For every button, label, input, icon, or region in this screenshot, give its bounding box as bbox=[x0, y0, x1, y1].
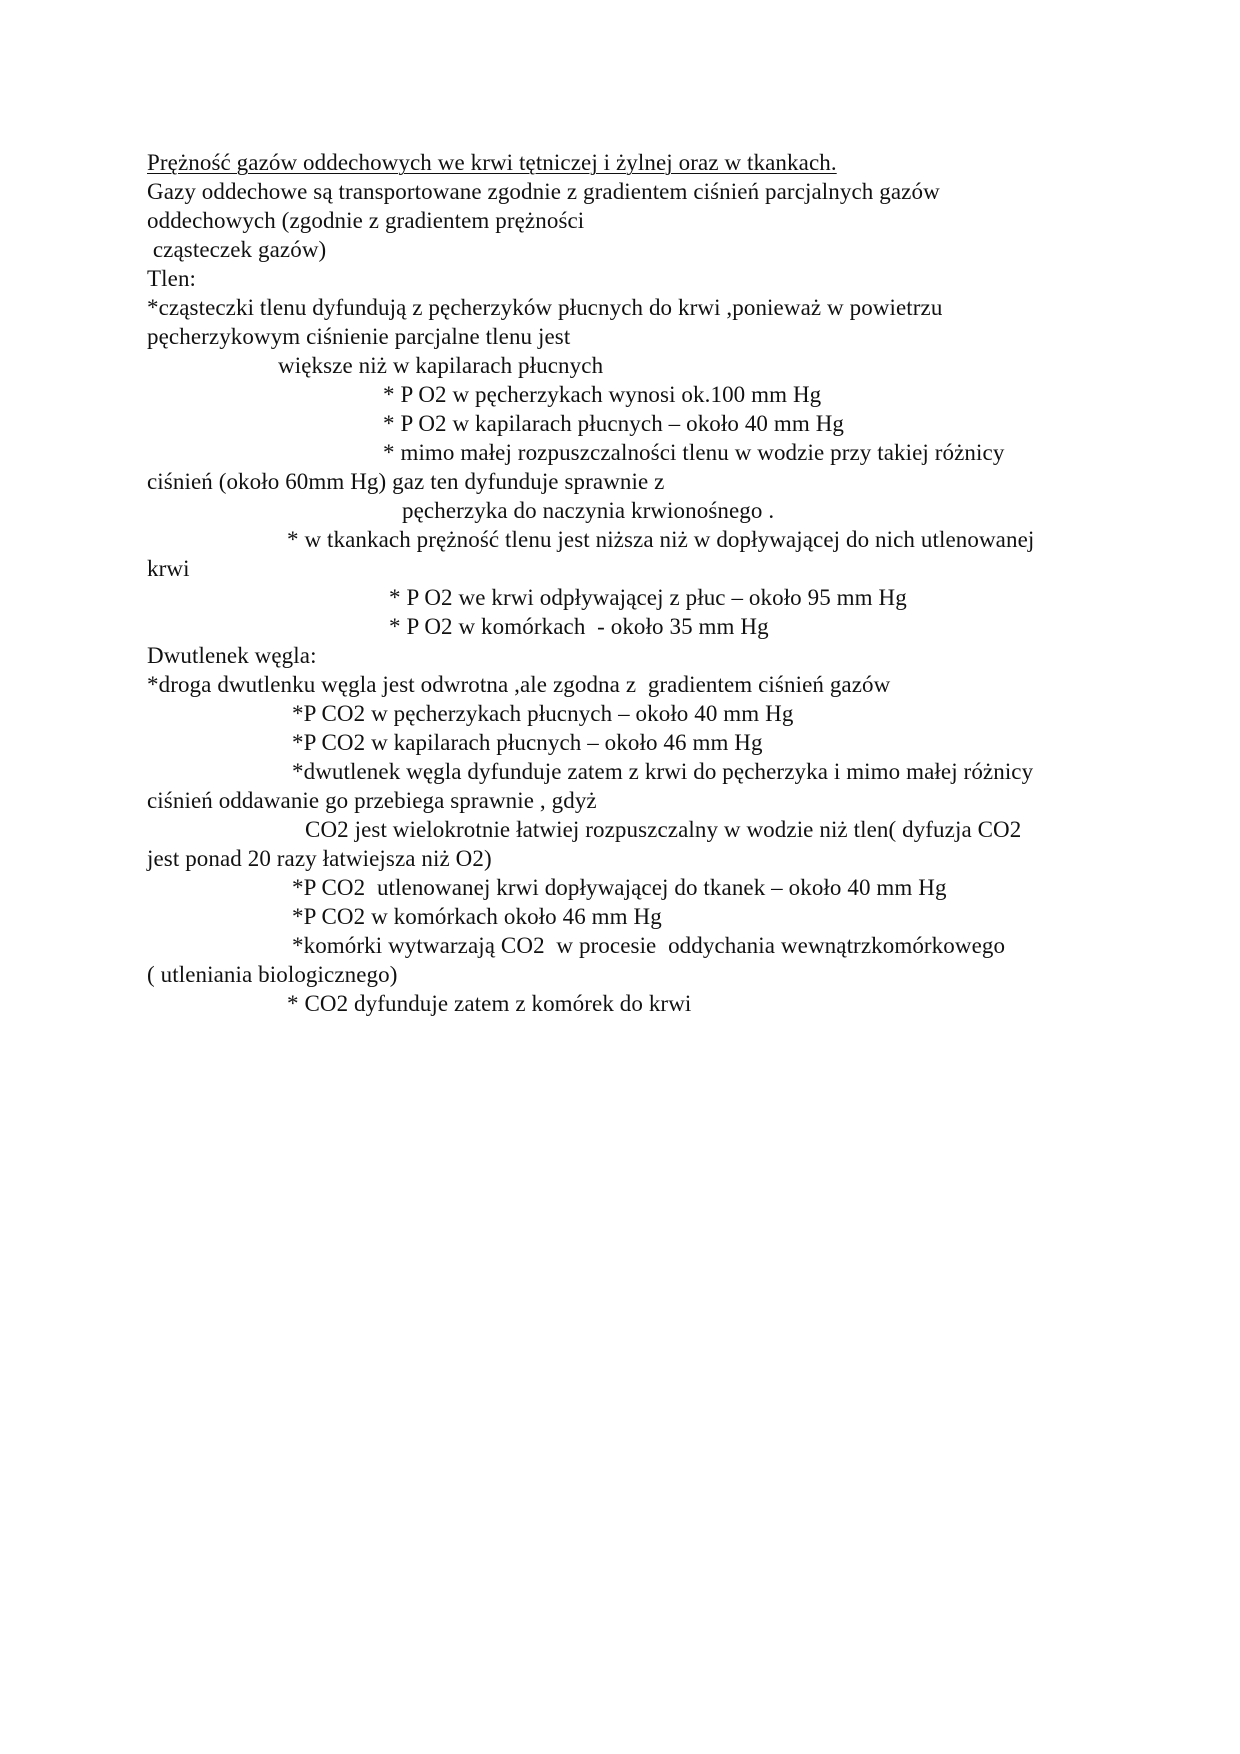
text-line: *P CO2 w kapilarach płucnych – około 46 mm Hg bbox=[292, 730, 763, 755]
text-line: pęcherzykowym ciśnienie parcjalne tlenu jest bbox=[147, 324, 571, 349]
text-line: ciśnień (około 60mm Hg) gaz ten dyfunduje sprawnie z bbox=[147, 469, 665, 494]
text-line: * mimo małej rozpuszczalności tlenu w wodzie przy takiej różnicy bbox=[383, 440, 1005, 465]
text-line: *cząsteczki tlenu dyfundują z pęcherzyków płucnych do krwi ,ponieważ w powietrzu bbox=[147, 295, 943, 320]
text-line: * CO2 dyfunduje zatem z komórek do krwi bbox=[287, 991, 692, 1016]
text-line: * P O2 w pęcherzykach wynosi ok.100 mm Hg bbox=[383, 382, 822, 407]
text-line: większe niż w kapilarach płucnych bbox=[278, 353, 604, 378]
text-line: oddechowych (zgodnie z gradientem prężności bbox=[147, 208, 585, 233]
text-line: *P CO2 w komórkach około 46 mm Hg bbox=[292, 904, 662, 929]
text-line: jest ponad 20 razy łatwiejsza niż O2) bbox=[147, 846, 492, 871]
document-body bbox=[147, 148, 1107, 1018]
document-title: Prężność gazów oddechowych we krwi tętniczej i żylnej oraz w tkankach. bbox=[147, 150, 837, 175]
text-line: cząsteczek gazów) bbox=[147, 237, 327, 262]
text-line: CO2 jest wielokrotnie łatwiej rozpuszczalny w wodzie niż tlen( dyfuzja CO2 bbox=[305, 817, 1022, 842]
text-line: *komórki wytwarzają CO2 w procesie oddychania wewnątrzkomórkowego bbox=[292, 933, 1006, 958]
text-line: pęcherzyka do naczynia krwionośnego . bbox=[402, 498, 775, 523]
text-line: * w tkankach prężność tlenu jest niższa niż w dopływającej do nich utlenowanej bbox=[287, 527, 1035, 552]
section-heading-oxygen: Tlen: bbox=[147, 266, 197, 291]
text-line: ciśnień oddawanie go przebiega sprawnie , gdyż bbox=[147, 788, 597, 813]
text-line: * P O2 w komórkach - około 35 mm Hg bbox=[389, 614, 769, 639]
text-line: ( utleniania biologicznego) bbox=[147, 962, 398, 987]
text-line: krwi bbox=[147, 556, 190, 581]
text-line: * P O2 we krwi odpływającej z płuc – około 95 mm Hg bbox=[389, 585, 907, 610]
text-line: *dwutlenek węgla dyfunduje zatem z krwi do pęcherzyka i mimo małej różnicy bbox=[292, 759, 1034, 784]
text-line: *P CO2 utlenowanej krwi dopływającej do tkanek – około 40 mm Hg bbox=[292, 875, 947, 900]
text-line: *P CO2 w pęcherzykach płucnych – około 40 mm Hg bbox=[292, 701, 794, 726]
section-heading-carbon-dioxide: Dwutlenek węgla: bbox=[147, 643, 317, 668]
text-line: * P O2 w kapilarach płucnych – około 40 mm Hg bbox=[383, 411, 845, 436]
text-line: *droga dwutlenku węgla jest odwrotna ,ale zgodna z gradientem ciśnień gazów bbox=[147, 672, 891, 697]
text-line: Gazy oddechowe są transportowane zgodnie z gradientem ciśnień parcjalnych gazów bbox=[147, 179, 940, 204]
